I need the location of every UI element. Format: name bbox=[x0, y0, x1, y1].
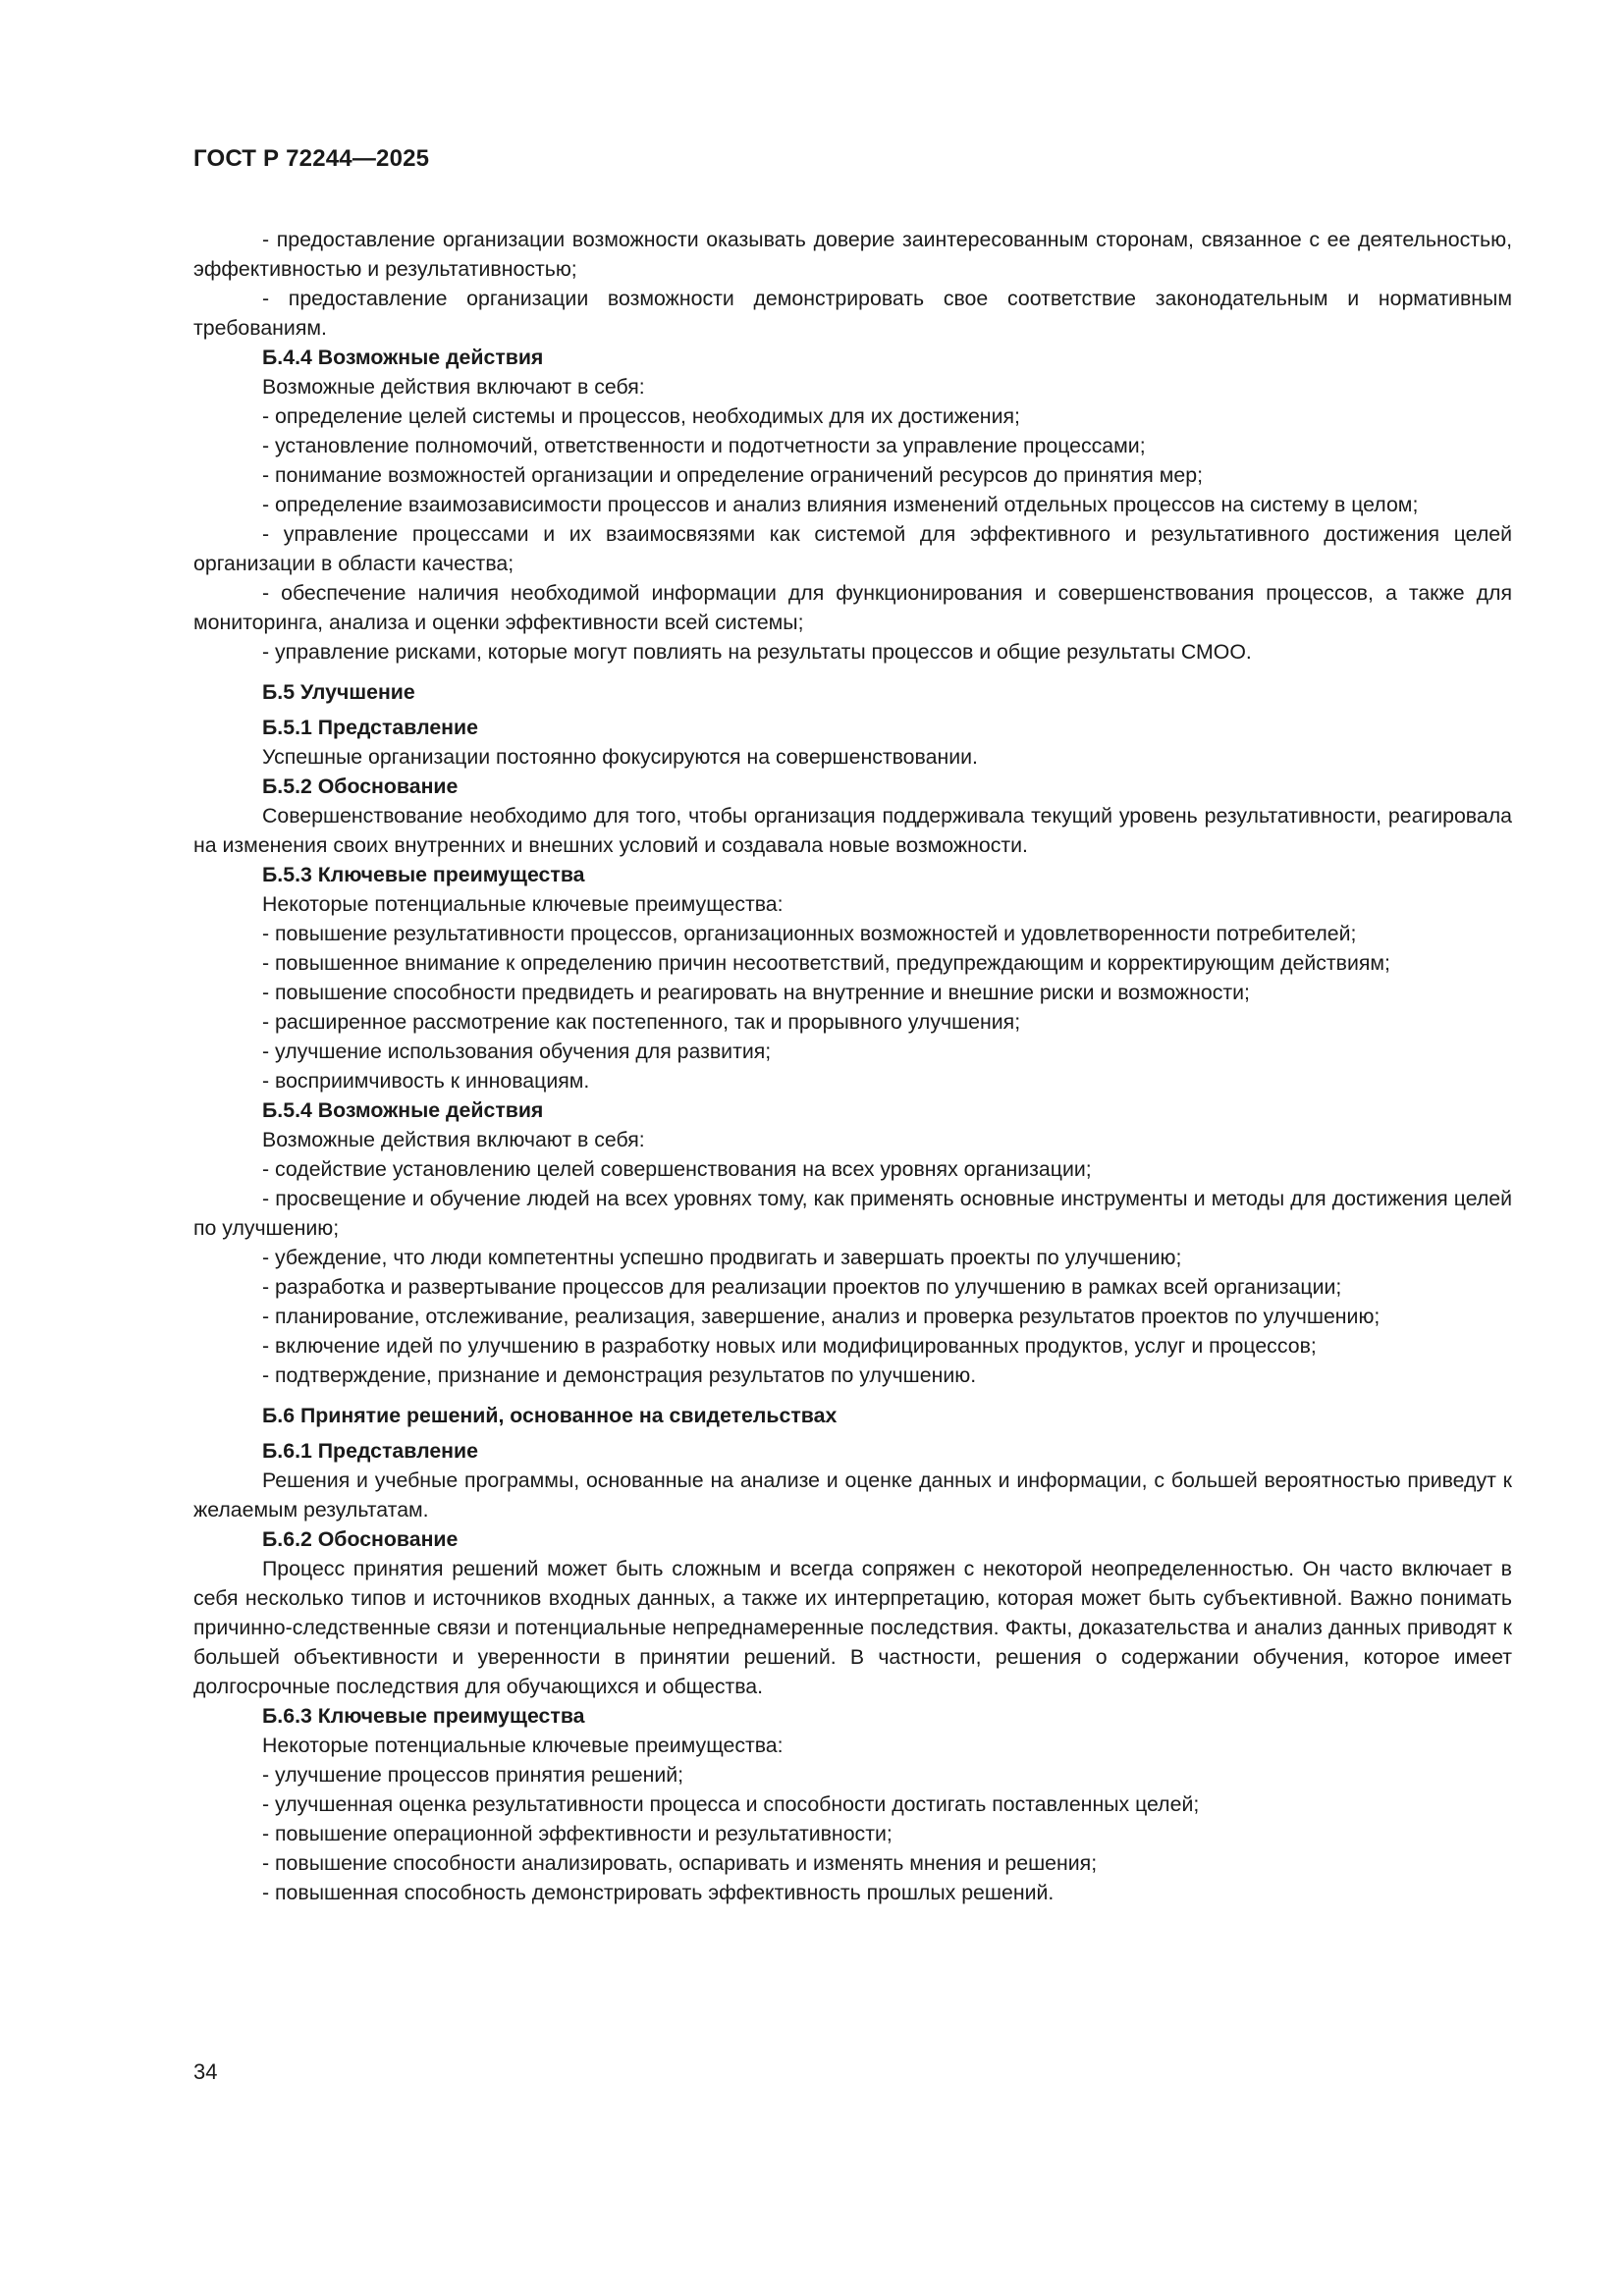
paragraph: - улучшение использования обучения для развития; bbox=[262, 1040, 772, 1063]
section-heading: Б.6 Принятие решений, основанное на свидетельствах bbox=[262, 1404, 838, 1427]
paragraph: - содействие установлению целей совершенствования на всех уровнях организации; bbox=[262, 1157, 1092, 1181]
paragraph: - предоставление организации возможности оказывать доверие заинтересованным сторонам, связанное с ее деятельностью, эффективностью и результативностью; bbox=[193, 228, 1512, 281]
subsection-heading: Б.5.1 Представление bbox=[262, 716, 478, 739]
paragraph: - улучшенная оценка результативности процесса и способности достигать поставленных целей; bbox=[262, 1792, 1200, 1816]
subsection-heading: Б.5.4 Возможные действия bbox=[262, 1098, 544, 1122]
paragraph: - подтверждение, признание и демонстрация результатов по улучшению. bbox=[262, 1363, 977, 1387]
subsection-heading: Б.6.1 Представление bbox=[262, 1439, 478, 1463]
paragraph: Успешные организации постоянно фокусируются на совершенствовании. bbox=[262, 745, 978, 769]
paragraph: - восприимчивость к инновациям. bbox=[262, 1069, 590, 1093]
paragraph: - просвещение и обучение людей на всех уровнях тому, как применять основные инструменты и методы для достижения целей по улучшению; bbox=[193, 1187, 1512, 1240]
paragraph: - повышенное внимание к определению причин несоответствий, предупреждающим и корректирующим действиям; bbox=[262, 951, 1390, 975]
page-number: 34 bbox=[193, 2059, 218, 2084]
document-code: ГОСТ Р 72244—2025 bbox=[193, 145, 430, 172]
paragraph: - улучшение процессов принятия решений; bbox=[262, 1763, 684, 1787]
paragraph: - включение идей по улучшению в разработку новых или модифицированных продуктов, услуг и процессов; bbox=[262, 1334, 1317, 1358]
paragraph: Решения и учебные программы, основанные на анализе и оценке данных и информации, с большей вероятностью приведут к желаемым результатам. bbox=[193, 1468, 1512, 1522]
paragraph: Некоторые потенциальные ключевые преимущества: bbox=[262, 892, 784, 916]
paragraph: - повышение способности предвидеть и реагировать на внутренние и внешние риски и возможности; bbox=[262, 981, 1250, 1004]
paragraph: - разработка и развертывание процессов для реализации проектов по улучшению в рамках всей организации; bbox=[262, 1275, 1342, 1299]
paragraph: - определение целей системы и процессов, необходимых для их достижения; bbox=[262, 404, 1020, 428]
paragraph: - установление полномочий, ответственности и подотчетности за управление процессами; bbox=[262, 434, 1146, 457]
paragraph: - понимание возможностей организации и определение ограничений ресурсов до принятия мер; bbox=[262, 463, 1204, 487]
paragraph: - определение взаимозависимости процессов и анализ влияния изменений отдельных процессов на систему в целом; bbox=[262, 493, 1419, 516]
section-heading: Б.5 Улучшение bbox=[262, 680, 415, 704]
paragraph: - повышение операционной эффективности и результативности; bbox=[262, 1822, 893, 1845]
paragraph: - планирование, отслеживание, реализация, завершение, анализ и проверка результатов проектов по улучшению; bbox=[262, 1305, 1380, 1328]
paragraph: Возможные действия включают в себя: bbox=[262, 1128, 645, 1151]
document-body bbox=[193, 225, 1512, 1907]
paragraph: - управление рисками, которые могут повлиять на результаты процессов и общие результаты СМОО. bbox=[262, 640, 1252, 664]
subsection-heading: Б.6.2 Обоснование bbox=[262, 1527, 459, 1551]
paragraph: - управление процессами и их взаимосвязями как системой для эффективного и результативного достижения целей организации в области качества; bbox=[193, 522, 1512, 575]
paragraph: Возможные действия включают в себя: bbox=[262, 375, 645, 399]
paragraph: Совершенствование необходимо для того, чтобы организация поддерживала текущий уровень результативности, реагировала на изменения своих внутренних и внешних условий и создавала новые возможности. bbox=[193, 804, 1512, 857]
paragraph: - убеждение, что люди компетентны успешно продвигать и завершать проекты по улучшению; bbox=[262, 1246, 1182, 1269]
subsection-heading: Б.4.4 Возможные действия bbox=[262, 346, 544, 369]
paragraph: - повышение способности анализировать, оспаривать и изменять мнения и решения; bbox=[262, 1851, 1098, 1875]
paragraph: - повышение результативности процессов, организационных возможностей и удовлетворенности потребителей; bbox=[262, 922, 1357, 945]
paragraph: - повышенная способность демонстрировать эффективность прошлых решений. bbox=[262, 1881, 1055, 1904]
subsection-heading: Б.6.3 Ключевые преимущества bbox=[262, 1704, 585, 1728]
paragraph: - предоставление организации возможности демонстрировать свое соответствие законодательным и нормативным требованиям. bbox=[193, 287, 1512, 340]
subsection-heading: Б.5.3 Ключевые преимущества bbox=[262, 863, 585, 886]
paragraph: - расширенное рассмотрение как постепенного, так и прорывного улучшения; bbox=[262, 1010, 1021, 1034]
subsection-heading: Б.5.2 Обоснование bbox=[262, 774, 459, 798]
paragraph: Процесс принятия решений может быть сложным и всегда сопряжен с некоторой неопределенностью. Он часто включает в себя несколько типов и источников входных данных, а также их интерпретацию, которая может быть субъективной. Важно понимать причинно-следственные связи и потенциальные непреднамеренные последствия. Факты, доказательства и анализ данных приводят к большей объективности и уверенности в принятии решений. В частности, решения о содержании обучения, которое имеет долгосрочные последствия для обучающихся и общества. bbox=[193, 1557, 1512, 1698]
paragraph: Некоторые потенциальные ключевые преимущества: bbox=[262, 1734, 784, 1757]
paragraph: - обеспечение наличия необходимой информации для функционирования и совершенствования процессов, а также для мониторинга, анализа и оценки эффективности всей системы; bbox=[193, 581, 1512, 634]
